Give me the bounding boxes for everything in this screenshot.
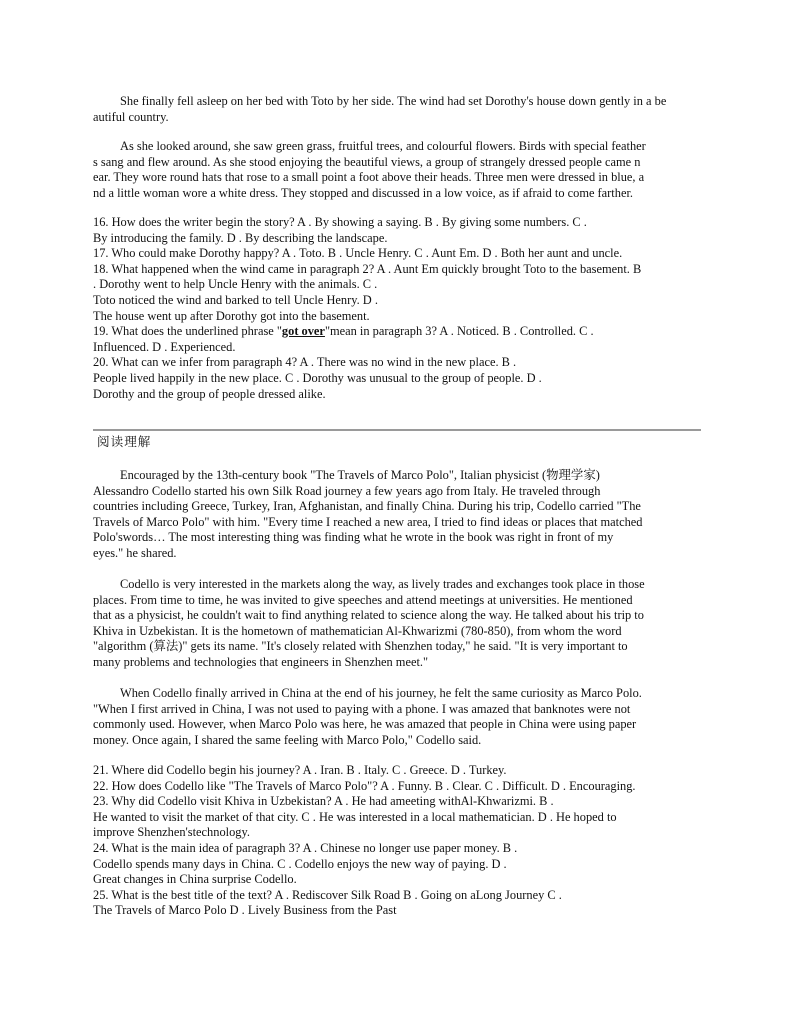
question-line: 21. Where did Codello begin his journey? A . Iran. B . Italy. C . Greece. D . Turkey. [93,763,507,777]
text-line: Alessandro Codello started his own Silk Road journey a few years ago from Italy. He traveled through [93,483,601,498]
question-line: The house went up after Dorothy got into the basement. [93,308,370,323]
text-line: countries including Greece, Turkey, Iran, Afghanistan, and finally China. During his trip, Codello carried "The [93,499,641,514]
story-paragraph-2 [93,139,701,201]
question-line: 18. What happened when the wind came in paragraph 2? A . Aunt Em quickly brought Toto to the basement. B [93,261,642,276]
question-line: By introducing the family. D . By describing the landscape. [93,230,388,245]
question-19-line [93,324,701,340]
text-line: places. From time to time, he was invited to give speeches and attend meetings at universities. He mentioned [93,592,633,607]
text-line: autiful country. [93,109,169,124]
text-line: that as a physicist, he couldn't wait to find anything related to science along the way. He talked about his trip to [93,608,644,623]
question-line: . Dorothy went to help Uncle Henry with the animals. C . [93,277,378,292]
question-line: 22. How does Codello like "The Travels of Marco Polo"? A . Funny. B . Clear. C . Difficult. D . Encouraging. [93,778,636,793]
text-line: nd a little woman wore a white dress. They stopped and discussed in a low voice, as if afraid to come farther. [93,185,633,200]
text-line: As she looked around, she saw green grass, fruitful trees, and colourful flowers. Birds with special feather [120,139,646,153]
q19-text-before: 19. What does the underlined phrase " [93,324,282,339]
text-line: Codello is very interested in the markets along the way, as lively trades and exchanges took place in those [120,577,645,591]
story-paragraph-1 [93,94,701,125]
text-line: Travels of Marco Polo" with him. "Every time I reached a new area, I tried to find ideas or places that matched [93,514,643,529]
question-line: 20. What can we infer from paragraph 4? A . There was no wind in the new place. B . [93,355,517,370]
question-line: 17. Who could make Dorothy happy? A . Toto. B . Uncle Henry. C . Aunt Em. D . Both her aunt and uncle. [93,246,623,261]
text-line: ear. They wore round hats that rose to a small point a foot above their heads. Three men were dressed in blue, a [93,170,645,185]
question-line: 23. Why did Codello visit Khiva in Uzbekistan? A . He had ameeting withAl-Khwarizmi. B . [93,794,554,809]
text-line: commonly used. However, when Marco Polo was here, he was amazed that people in China were using paper [93,717,637,732]
text-line: "algorithm (算法)" gets its name. "It's closely related with Shenzhen today," he said. "It is very important to [93,639,628,654]
text-line: s sang and flew around. As she stood enjoying the beautiful views, a group of strangely dressed people came n [93,154,641,169]
question-line: 16. How does the writer begin the story? A . By showing a saying. B . By giving some numbers. C . [93,215,587,229]
text-line: many problems and technologies that engineers in Shenzhen meet." [93,654,429,669]
question-line: Codello spends many days in China. C . Codello enjoys the new way of paying. D . [93,856,507,871]
question-line: People lived happily in the new place. C . Dorothy was unusual to the group of people. D . [93,370,542,385]
text-line: money. Once again, I shared the same feeling with Marco Polo," Codello said. [93,732,482,747]
question-line: improve Shenzhen'stechnology. [93,825,250,840]
section-divider [93,429,701,431]
question-line: 25. What is the best title of the text? A . Rediscover Silk Road B . Going on aLong Journey C . [93,887,562,902]
section-title: 阅读理解 [97,435,152,449]
question-line: The Travels of Marco Polo D . Lively Business from the Past [93,903,397,918]
passage-paragraph-2 [93,577,701,671]
questions-16-20 [93,215,701,402]
text-line: Polo'swords… The most interesting thing was finding what he wrote in the book was right in front of my [93,530,614,545]
question-line: Great changes in China surprise Codello. [93,872,297,887]
question-line: 24. What is the main idea of paragraph 3? A . Chinese no longer use paper money. B . [93,840,518,855]
underlined-phrase: got over [281,324,325,339]
text-line: She finally fell asleep on her bed with Toto by her side. The wind had set Dorothy's house down gently in a be [120,94,667,108]
question-line: Influenced. D . Experienced. [93,339,236,354]
question-line: He wanted to visit the market of that city. C . He was interested in a local mathematician. D . He hoped to [93,809,617,824]
text-line: When Codello finally arrived in China at the end of his journey, he felt the same curiosity as Marco Polo. [120,686,642,700]
q19-text-after: "mean in paragraph 3? A . Noticed. B . Controlled. C . [324,324,594,339]
question-line: Toto noticed the wind and barked to tell Uncle Henry. D . [93,292,378,307]
text-line: Encouraged by the 13th-century book "The Travels of Marco Polo", Italian physicist (物理学家) [120,468,600,482]
passage-paragraph-1 [93,468,701,562]
questions-21-25 [93,763,701,919]
text-line: "When I first arrived in China, I was not used to paying with a phone. I was amazed that banknotes were not [93,701,631,716]
question-line: Dorothy and the group of people dressed alike. [93,386,326,401]
text-line: eyes." he shared. [93,545,177,560]
passage-paragraph-3 [93,686,701,748]
text-line: Khiva in Uzbekistan. It is the hometown of mathematician Al-Khwarizmi (780-850), from whom the word [93,623,622,638]
